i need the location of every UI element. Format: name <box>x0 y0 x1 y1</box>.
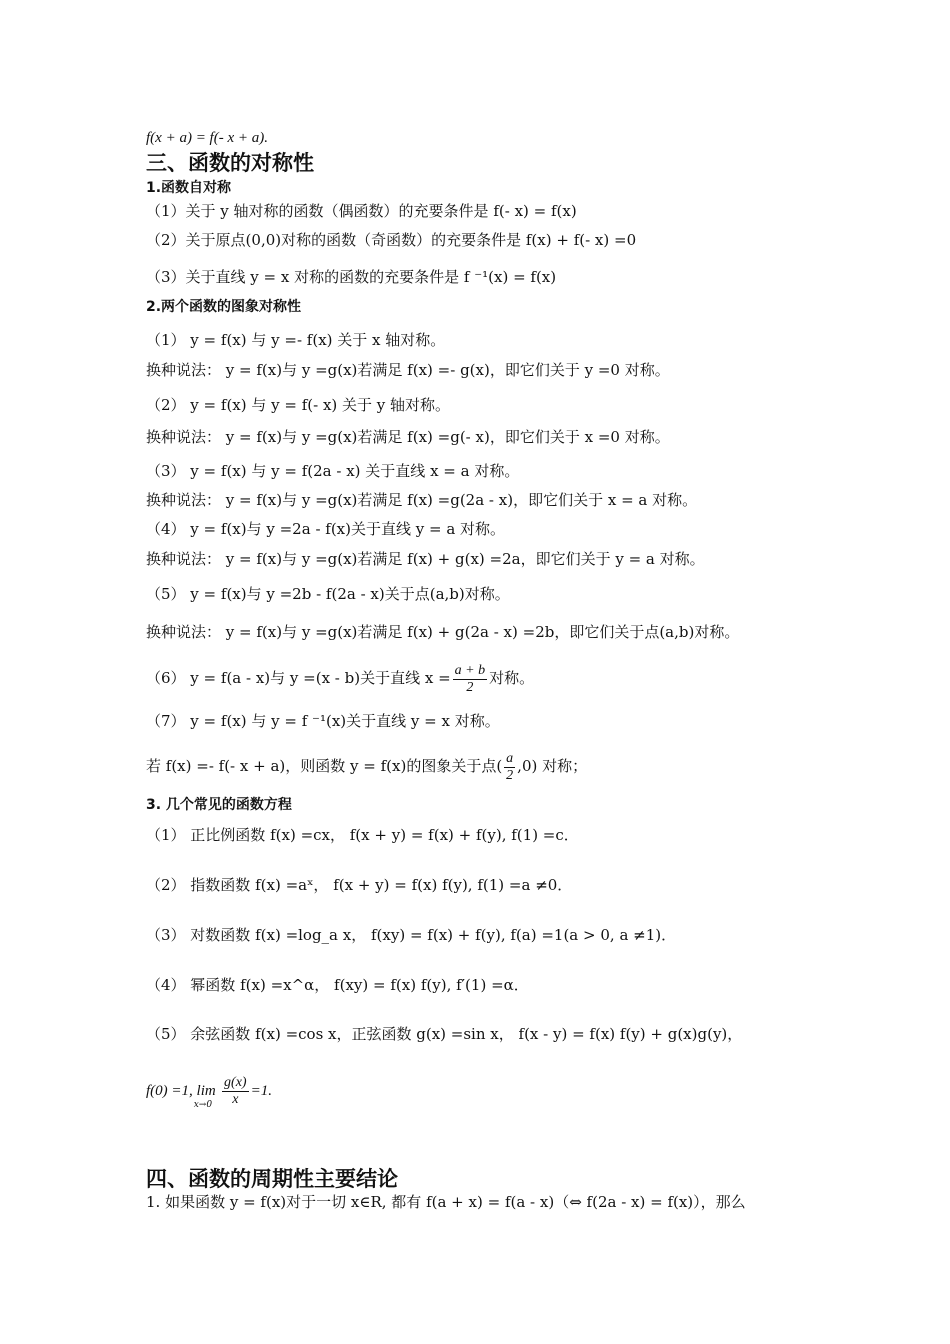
fraction-numerator: g(x) <box>224 1074 247 1090</box>
subsection-heading: 2.两个函数的图象对称性 <box>146 299 302 315</box>
section-heading: 四、函数的周期性主要结论 <box>146 1167 398 1191</box>
text-segment: f(0) =1, lim <box>146 1083 216 1099</box>
fraction-denominator: 2 <box>506 767 514 783</box>
text-line: （2） 指数函数 f(x) =aˣ， f(x + y) = f(x) f(y), f(1) =a ≠0． <box>146 876 573 894</box>
fraction-numerator: a <box>506 750 514 766</box>
text-line: 换种说法： y = f(x)与 y =g(x)若满足 f(x) =g(- x)，即它们关于 x =0 对称。 <box>146 428 670 446</box>
limit-subscript: x→0 <box>193 1100 213 1110</box>
fraction <box>222 1075 249 1108</box>
formula-line-limit <box>146 1068 272 1127</box>
text-line: （3） 对数函数 f(x) =log_a x， f(xy) = f(x) + f(y), f(a) =1(a > 0, a ≠1)． <box>146 926 677 944</box>
text-segment: 若 f(x) =- f(- x + a)，则函数 y = f(x)的图象关于点( <box>146 757 503 775</box>
text-line: （2） y = f(x) 与 y = f(- x) 关于 y 轴对称。 <box>146 396 451 414</box>
fraction-denominator: x <box>232 1091 239 1107</box>
text-line: 换种说法： y = f(x)与 y =g(x)若满足 f(x) =- g(x)，即它们关于 y =0 对称。 <box>146 361 670 379</box>
text-segment: ,0) 对称； <box>517 757 588 775</box>
text-line: （2）关于原点(0,0)对称的函数（奇函数）的充要条件是 f(x) + f(- x) =0 <box>146 231 637 249</box>
text-line: （1） y = f(x) 与 y =- f(x) 关于 x 轴对称。 <box>146 331 446 349</box>
text-line: （3）关于直线 y = x 对称的函数的充要条件是 f ⁻¹(x) = f(x) <box>146 268 557 286</box>
text-line: （1）关于 y 轴对称的函数（偶函数）的充要条件是 f(- x) = f(x) <box>146 202 577 220</box>
text-line: （5） y = f(x)与 y =2b - f(2a - x)关于点(a,b)对称。 <box>146 585 510 603</box>
text-line-fraction <box>146 660 534 696</box>
text-segment: =1. <box>250 1083 272 1099</box>
text-line: （5） 余弦函数 f(x) =cos x，正弦函数 g(x) =sin x， f(x - y) = f(x) f(y) + g(x)g(y)， <box>146 1025 743 1043</box>
text-line: （3） y = f(x) 与 y = f(2a - x) 关于直线 x = a 对称。 <box>146 462 520 480</box>
text-line: （1） 正比例函数 f(x) =cx， f(x + y) = f(x) + f(y), f(1) =c． <box>146 826 579 844</box>
fraction-denominator: 2 <box>466 679 474 695</box>
fraction-numerator: a + b <box>454 662 486 678</box>
fraction <box>504 751 515 784</box>
text-segment: 对称。 <box>489 669 535 687</box>
section-heading: 三、函数的对称性 <box>146 151 314 175</box>
formula-line: f(x + a) = f(- x + a). <box>146 130 268 146</box>
text-line: （4） y = f(x)与 y =2a - f(x)关于直线 y = a 对称。 <box>146 520 506 538</box>
text-line-fraction <box>146 748 587 784</box>
text-line: 换种说法： y = f(x)与 y =g(x)若满足 f(x) + g(2a - x) =2b，即它们关于点(a,b)对称。 <box>146 623 740 641</box>
text-segment: （6） y = f(a - x)与 y =(x - b)关于直线 x = <box>146 669 451 687</box>
fraction <box>453 663 487 696</box>
text-line: 换种说法： y = f(x)与 y =g(x)若满足 f(x) + g(x) =2a，即它们关于 y = a 对称。 <box>146 550 705 568</box>
subsection-heading: 3. 几个常见的函数方程 <box>146 797 292 813</box>
text-line: 换种说法： y = f(x)与 y =g(x)若满足 f(x) =g(2a - x)，即它们关于 x = a 对称。 <box>146 491 698 509</box>
subsection-heading: 1.函数自对称 <box>146 180 232 196</box>
text-line: （7） y = f(x) 与 y = f ⁻¹(x)关于直线 y = x 对称。 <box>146 712 500 730</box>
text-line: 1. 如果函数 y = f(x)对于一切 x∈R, 都有 f(a + x) = f(a - x)（⇔ f(2a - x) = f(x)），那么 <box>146 1193 746 1211</box>
text-line: （4） 幂函数 f(x) =x^α， f(xy) = f(x) f(y), f′(1) =α． <box>146 976 529 994</box>
